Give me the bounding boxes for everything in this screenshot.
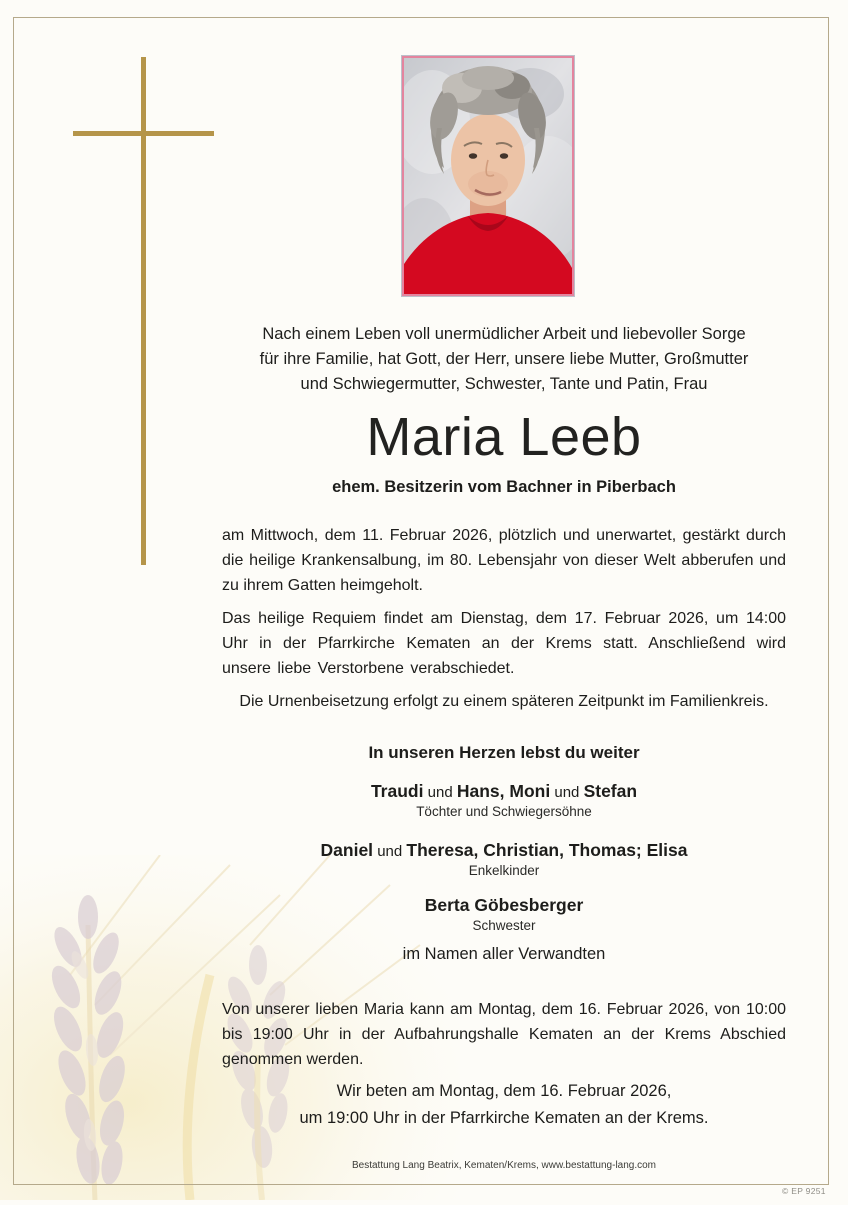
paragraph-death: am Mittwoch, dem 11. Februar 2026, plötzlich und unerwartet, gestärkt durch die heilige Krankensalbung, im 80. Lebensjahr von dieser Welt abberufen und zu ihrem Gatten heimgeholt.	[222, 527, 786, 594]
family-relation-sister: Schwester	[472, 918, 536, 933]
paragraph-urn: Die Urnenbeisetzung erfolgt zu einem späteren Zeitpunkt im Familienkreis.	[239, 693, 769, 710]
intro-line: Nach einem Leben voll unermüdlicher Arbeit und liebevoller Sorge	[262, 325, 746, 343]
intro-line: für ihre Familie, hat Gott, der Herr, unsere liebe Mutter, Großmutter	[259, 350, 749, 368]
prayer-line-2: um 19:00 Uhr in der Pfarrkirche Kematen an der Krems.	[299, 1109, 709, 1127]
family-relation-grandchildren: Enkelkinder	[468, 863, 540, 878]
prayer-line-1: Wir beten am Montag, dem 16. Februar 2026,	[336, 1082, 672, 1100]
paragraph-requiem: Das heilige Requiem findet am Dienstag, dem 17. Februar 2026, um 14:00 Uhr in der Pfarrkirche Kematen an der Krems statt. Anschließend wird unsere liebe Verstorbene verabschiedet.	[222, 610, 786, 677]
in-namen-text: im Namen aller Verwandten	[402, 945, 606, 963]
deceased-subtitle: ehem. Besitzerin vom Bachner in Piberbach	[332, 478, 676, 496]
prayer-text	[222, 1078, 786, 1132]
cross-icon	[73, 131, 214, 136]
deceased-name: Maria Leeb	[366, 407, 642, 467]
portrait-illustration	[404, 58, 572, 294]
portrait-photo	[402, 56, 574, 296]
paragraph-abschied: Von unserer lieben Maria kann am Montag, dem 16. Februar 2026, von 10:00 bis 19:00 Uhr in der Aufbahrungshalle Kematen an der Krems Abschied genommen werden.	[222, 1001, 786, 1068]
family-relation-daughters: Töchter und Schwiegersöhne	[416, 804, 592, 819]
copyright-text: © EP 9251	[782, 1186, 826, 1196]
funeral-home-footer: Bestattung Lang Beatrix, Kematen/Krems, www.bestattung-lang.com	[351, 1160, 657, 1171]
family-line-daughters: Traudi und Hans, Moni und Stefan	[370, 781, 638, 801]
family-line-sister: Berta Göbesberger	[424, 895, 584, 915]
intro-text	[222, 322, 786, 397]
motto-text: In unseren Herzen lebst du weiter	[368, 743, 640, 762]
intro-line: und Schwiegermutter, Schwester, Tante und Patin, Frau	[300, 375, 708, 393]
family-line-grandchildren: Daniel und Theresa, Christian, Thomas; Elisa	[320, 840, 688, 860]
